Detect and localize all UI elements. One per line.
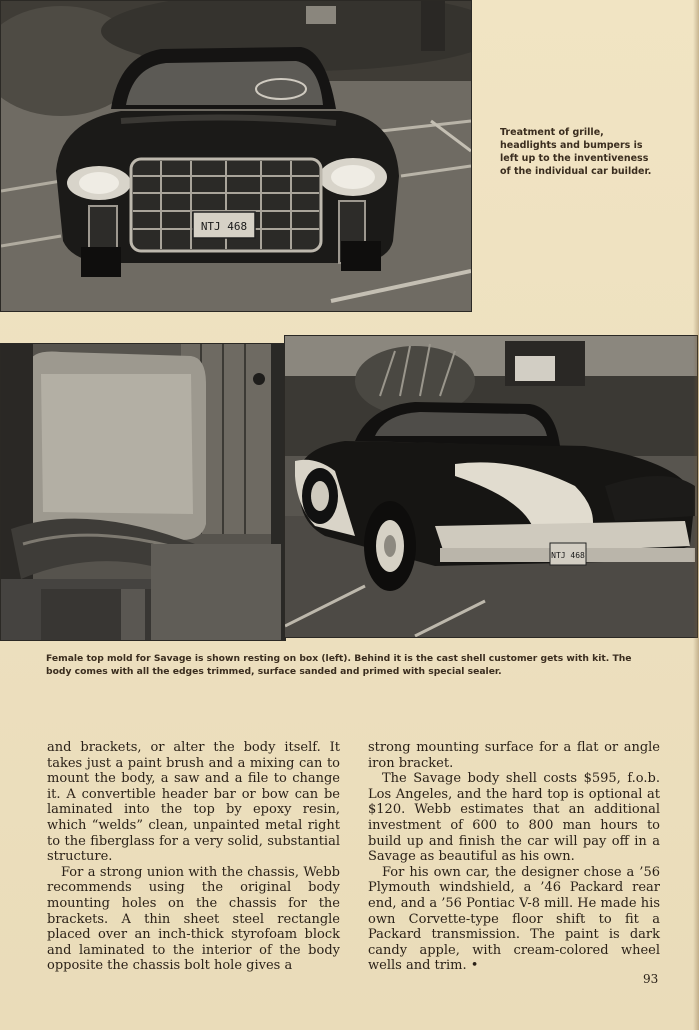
page-number: 93	[643, 972, 659, 986]
car-front-illustration	[1, 1, 471, 311]
paragraph: and brackets, or alter the body itself. It takes just a paint brush and a mixing can to mount the body, a saw and a file to change it. A convertible header bar or bow can be laminated into the top by epoxy resin, which “welds” clean, unpainted metal right to the fiberglass for a very solid, substantial structure.	[47, 740, 340, 865]
top-license-plate: NTJ 468	[200, 220, 248, 233]
car-rear-illustration	[285, 336, 697, 637]
rear-license-plate: NTJ 468	[551, 551, 585, 560]
paragraph: The Savage body shell costs $595, f.o.b. Los Angeles, and the hard top is optional at $120. Webb estimates that an additional investment of 600 to 800 man hours to build up and finish the car will pay off in a Savage as beautiful as his own.	[368, 771, 660, 865]
paragraph: For his own car, the designer chose a ’56 Plymouth windshield, a ’46 Packard rear end, and a ’56 Pontiac V-8 mill. He made his own Corvette-type floor shift to fit a Packard transmission. The paint is dark candy apple, with cream-colored wheel wells and trim. •	[368, 864, 660, 974]
photo-top-mold	[0, 343, 286, 641]
article-right-column	[368, 740, 660, 974]
photo-car-rear	[284, 335, 698, 638]
paragraph: strong mounting surface for a flat or angle iron bracket.	[368, 740, 660, 771]
caption-top-mold: Female top mold for Savage is shown resting on box (left). Behind it is the cast shell customer gets with kit. The body comes with all the edges trimmed, surface sanded and primed with special sealer.	[46, 653, 632, 677]
article-left-column	[47, 740, 340, 974]
top-mold-illustration	[1, 344, 285, 640]
photo-car-front	[0, 0, 472, 312]
caption-grille: Treatment of grille, headlights and bumpers is left up to the inventiveness of the individual car builder.	[500, 127, 652, 177]
paragraph: For a strong union with the chassis, Webb recommends using the original body mounting holes on the chassis for the brackets. A thin sheet steel rectangle placed over an inch-thick styrofoam block and laminated to the interior of the body opposite the chassis bolt hole gives a	[47, 864, 340, 974]
